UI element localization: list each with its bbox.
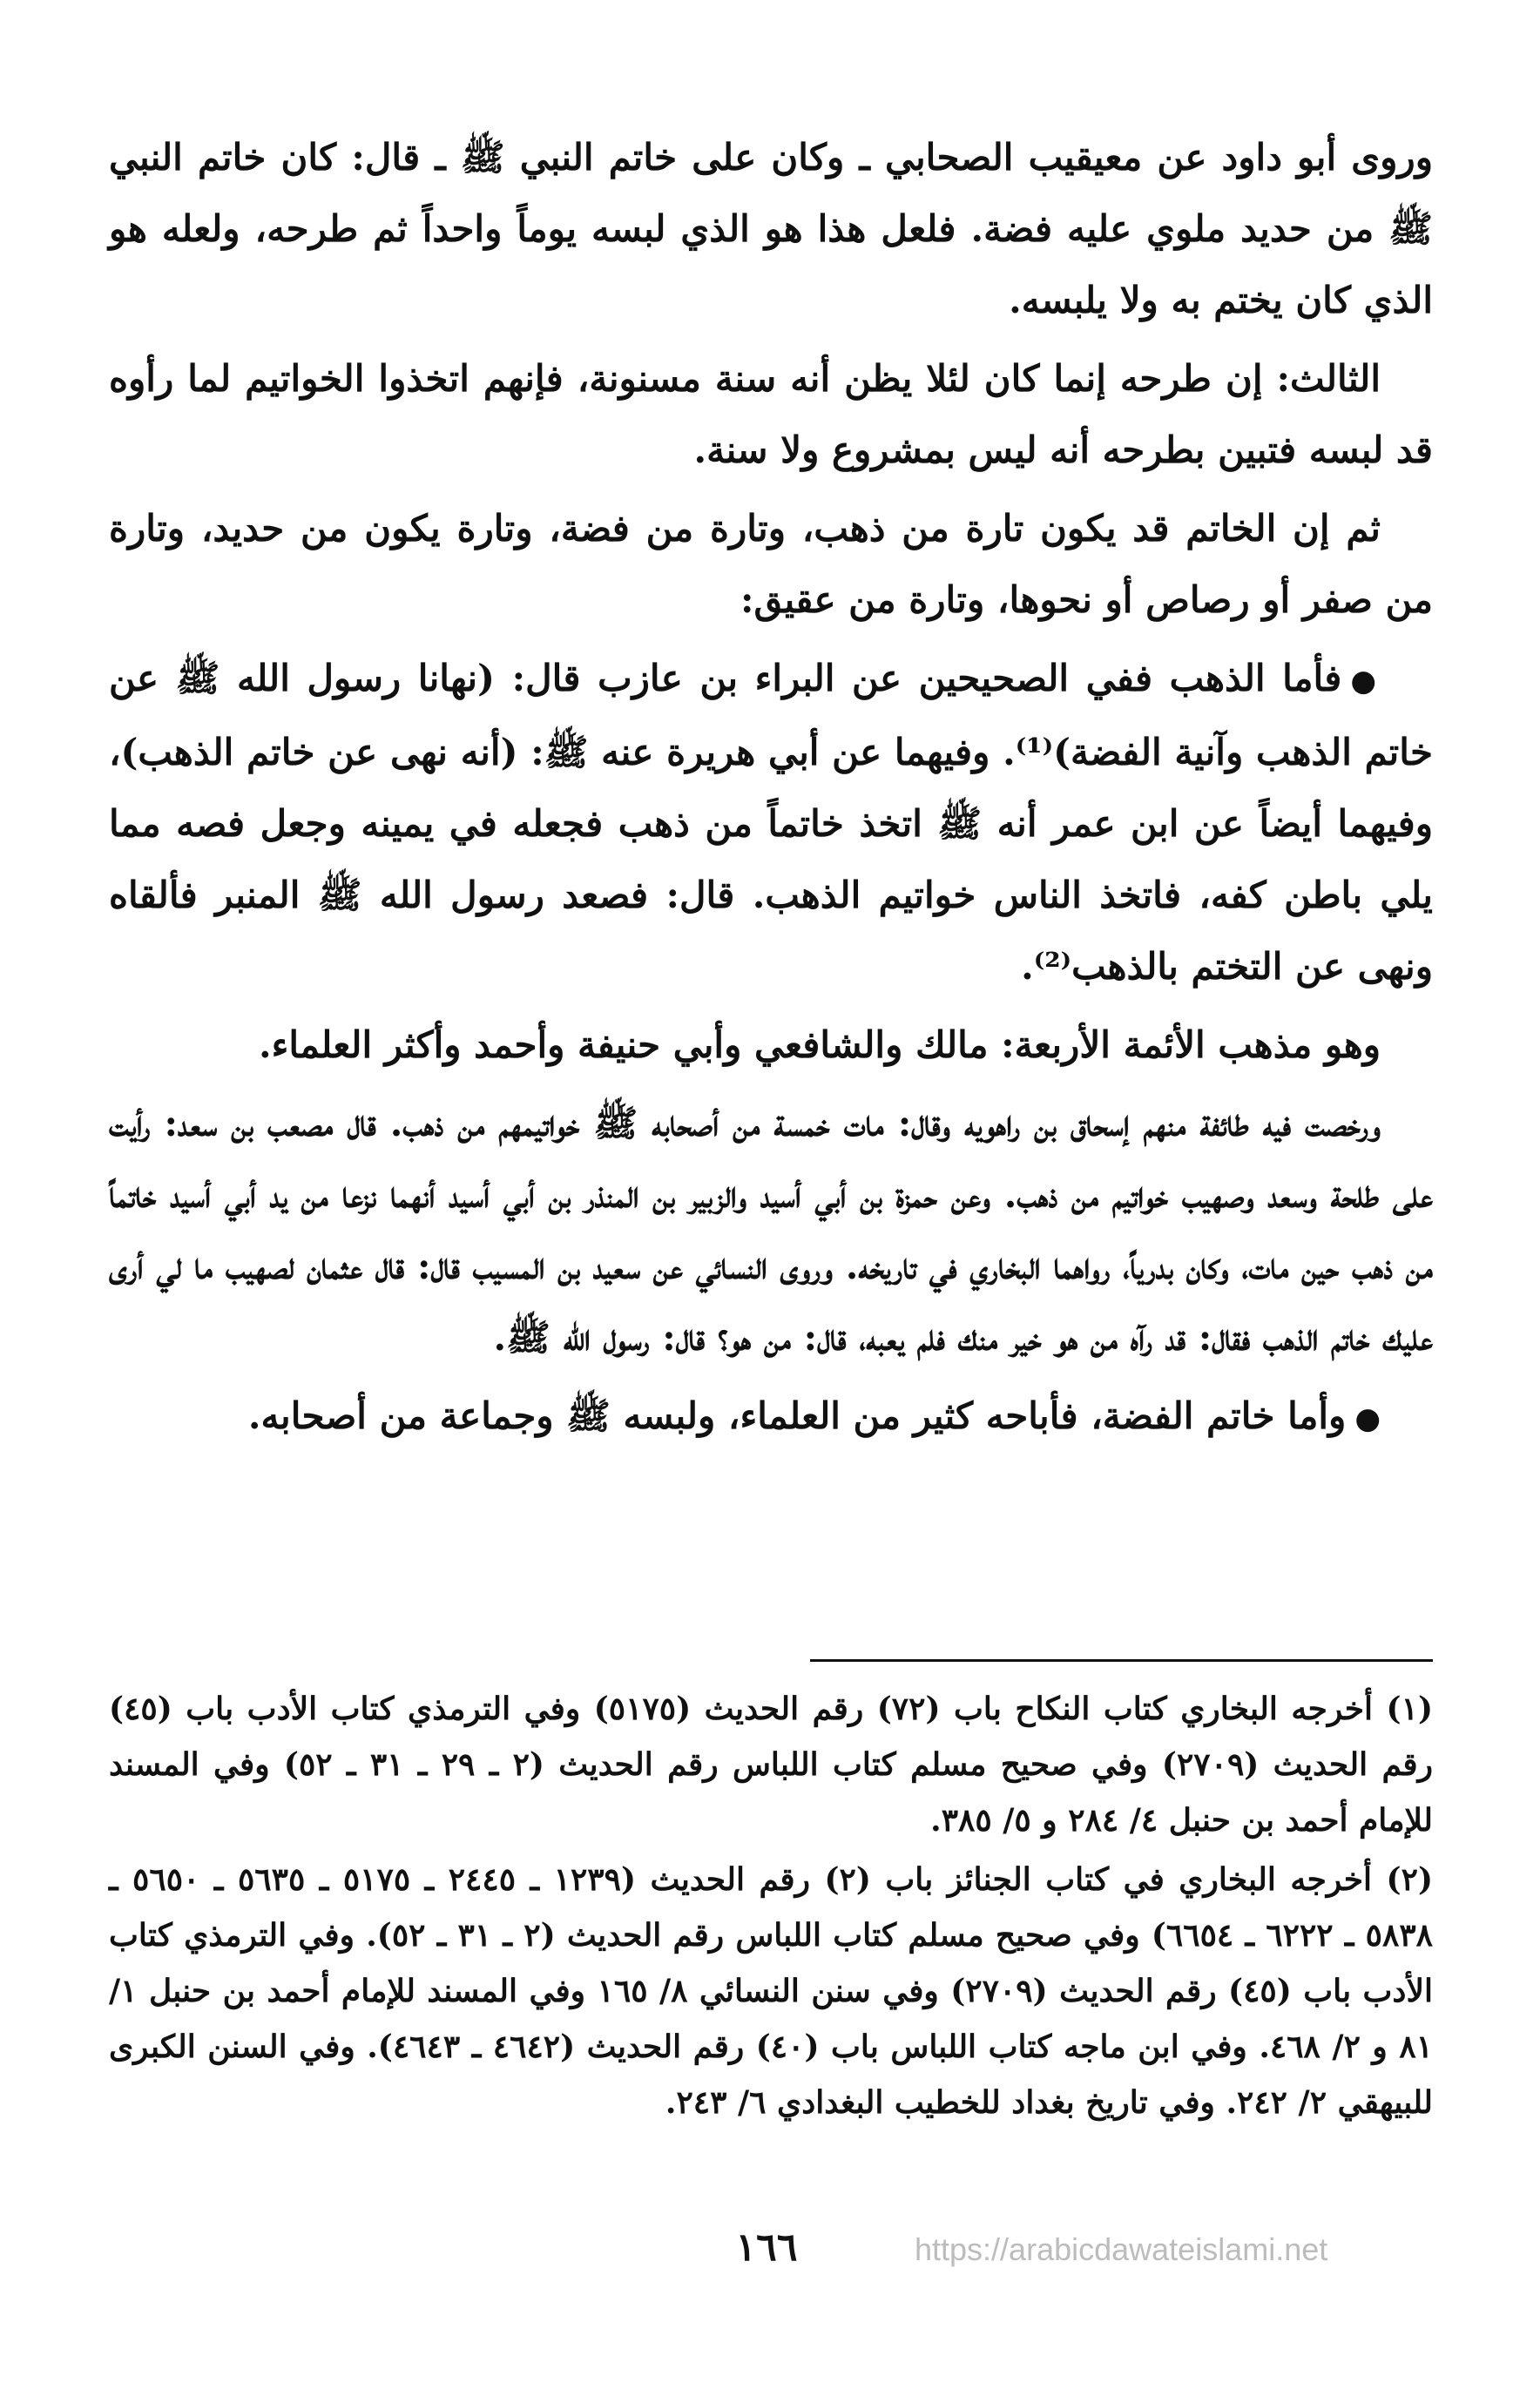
paragraph-4-text: فأما الذهب ففي الصحيحين عن البراء بن عازب قال: (نهانا رسول الله ﷺ عن خاتم الذهب وآنية الفضة)⁽¹⁾. وفيهما عن أبي هريرة عنه ﷺ: (أنه نهى عن خاتم الذهب)، وفيهما أيضاً عن ابن عمر أنه ﷺ اتخذ خاتماً من ذهب فجعله في يمينه وجعل فصه مما يلي باطن كفه، فاتخذ الناس خواتيم الذهب. قال: فصعد رسول الله ﷺ المنبر فألقاه ونهى عن التختم بالذهب⁽²⁾. [109, 657, 1433, 988]
paragraph-2: الثالث: إن طرحه إنما كان لئلا يظن أنه سنة مسنونة، فإنهم اتخذوا الخواتيم لما رأوه قد لبسه فتبين بطرحه أنه ليس بمشروع ولا سنة. [109, 357, 1433, 471]
main-text [109, 122, 1433, 1461]
paragraph-1: وروى أبو داود عن معيقيب الصحابي ـ وكان على خاتم النبي ﷺ ـ قال: كان خاتم النبي ﷺ من حديد ملوي عليه فضة. فلعل هذا هو الذي لبسه يوماً واحداً ثم طرحه، ولعله هو الذي كان يختم به ولا يلبسه. [109, 136, 1433, 321]
paragraph-3: ثم إن الخاتم قد يكون تارة من ذهب، وتارة من فضة، وتارة يكون من حديد، وتارة من صفر أو رصاص أو نحوها، وتارة من عقيق: [109, 507, 1433, 621]
footnote-separator [810, 1659, 1433, 1662]
paragraph-4 [109, 643, 1433, 1002]
paragraph-7-text: وأما خاتم الفضة، فأباحه كثير من العلماء، ولبسه ﷺ وجماعة من أصحابه. [247, 1394, 1347, 1437]
footnote-2: (٢) أخرجه البخاري في كتاب الجنائز باب (٢) رقم الحديث (١٢٣٩ ـ ٢٤٤٥ ـ ٥١٧٥ ـ ٥٦٣٥ ـ ٥٦٥٠ ـ ٥٨٣٨ ـ ٦٢٢٢ ـ ٦٦٥٤) وفي صحيح مسلم كتاب اللباس رقم الحديث (٢ ـ ٣١ ـ ٥٢). وفي الترمذي كتاب الأدب باب (٤٥) رقم الحديث (٢٧٠٩) وفي سنن النسائي ٨/ ١٦٥ وفي المسند للإمام أحمد بن حنبل ١/ ٨١ و ٢/ ٤٦٨. وفي ابن ماجه كتاب اللباس باب (٤٠) رقم الحديث (٤٦٤٢ ـ ٤٦٤٣). وفي السنن الكبرى للبيهقي ٢/ ٢٤٢. وفي تاريخ بغداد للخطيب البغدادي ٦/ ٢٤٣. [109, 1861, 1433, 2121]
paragraph-6: ورخصت فيه طائفة منهم إسحاق بن راهويه وقال: مات خمسة من أصحابه ﷺ خواتيمهم من ذهب. قال مصعب بن سعد: رأيت على طلحة وسعد وصهيب خواتيم من ذهب. وعن حمزة بن أبي أسيد والزبير بن المنذر بن أبي أسيد أنهما نزعا من يد أبي أسيد خاتماً من ذهب حين مات، وكان بدرياً، رواهما البخاري في تاريخه. وروى النسائي عن سعيد بن المسيب قال: قال عثمان لصهيب ما لي أرى عليك خاتم الذهب فقال: قد رآه من هو خير منك فلم يعبه، قال: من هو؟ قال: رسول الله ﷺ. [109, 1102, 1433, 1359]
paragraph-5: وهو مذهب الأئمة الأربعة: مالك والشافعي وأبي حنيفة وأحمد وأكثر العلماء. [259, 1023, 1381, 1066]
paragraph-7 [109, 1380, 1433, 1455]
bullet-icon: ● [1350, 664, 1381, 699]
footnotes [109, 1681, 1433, 2134]
watermark: https://arabicdawateislami.net [915, 2231, 1328, 2267]
page-number: ١٦٦ [735, 2225, 798, 2270]
footnote-1: (١) أخرجه البخاري كتاب النكاح باب (٧٢) رقم الحديث (٥١٧٥) وفي الترمذي كتاب الأدب باب (٤٥) رقم الحديث (٢٧٠٩) وفي صحيح مسلم كتاب اللباس رقم الحديث (٢ ـ ٢٩ ـ ٣١ ـ ٥٢) وفي المسند للإمام أحمد بن حنبل ٤/ ٢٨٤ و ٥/ ٣٨٥. [109, 1691, 1433, 1839]
bullet-icon: ● [1354, 1401, 1381, 1436]
